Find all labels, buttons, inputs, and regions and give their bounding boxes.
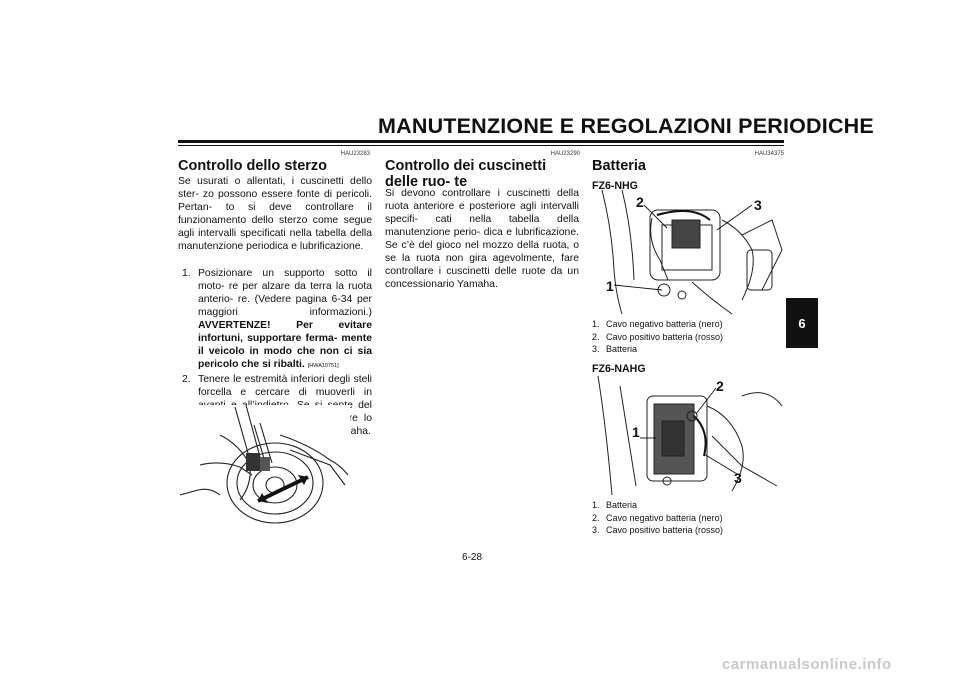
section-heading: Batteria <box>592 158 646 174</box>
figure-callout: 1 <box>632 424 640 440</box>
figure-callout: 1 <box>606 278 614 294</box>
list-item: 2. Cavo negativo batteria (nero) <box>592 512 723 523</box>
section-intro: Se usurati o allentati, i cuscinetti dello ster- zo possono essere fonte di pericoli. Pertan- to si deve controllare il funzionamento dello sterzo come segue agli intervalli specificati nella tabella della manutenzione periodica e lubrificazione. <box>178 176 372 252</box>
watermark-footer: carmanualsonline.info <box>722 656 892 673</box>
step-text: Posizionare un supporto sotto il moto- re per alzare da terra la ruota anterio- re. (Vedere pagina 6-34 per maggiori informazioni.) <box>198 268 372 318</box>
warning-code: [HWA10751] <box>307 363 339 369</box>
step-text: Tenere le estremità inferiori degli steli forcella e cercare di muoverli in avanti e all’indietro. Se si sente del gioco, fare controllare o riparare lo sterzo da un concessionario Yamaha. <box>198 374 372 437</box>
figure-model-label: FZ6-NAHG <box>592 363 646 375</box>
step-number: 1. <box>182 268 191 279</box>
list-item: 2. Cavo positivo batteria (rosso) <box>592 331 724 342</box>
figure-callout: 2 <box>716 378 724 394</box>
section-body: Si devono controllare i cuscinetti della ruota anteriore e posteriore agli intervalli specifi- cati nella tabella della manutenzione perio- dica e lubrificazione. Se c’è del gioco nel mozzo della ruota, o se la ruota non gira agevolmente, fare controllare i cuscinetti delle ruote da un concessionario Yamaha. <box>385 188 579 290</box>
list-item <box>178 267 372 373</box>
section-heading: Controllo dei cuscinetti delle ruo- te <box>385 158 547 190</box>
section-code: HAU23290 <box>550 151 580 157</box>
figure-legend <box>592 318 723 356</box>
page-number: 6-28 <box>462 552 483 563</box>
figure-legend <box>592 499 723 537</box>
section-code: HAU23283 <box>340 151 370 157</box>
section-code: HAU34375 <box>754 151 784 157</box>
header-rule-thin <box>178 145 784 146</box>
page-header-title: MANUTENZIONE E REGOLAZIONI PERIODICHE <box>378 114 874 138</box>
steering-check-illustration <box>180 405 350 525</box>
list-item: 3. Cavo positivo batteria (rosso) <box>592 525 724 535</box>
battery-figure-fz6-nahg <box>592 376 784 496</box>
warning-text: AVVERTENZE! Per evitare infortuni, supportare ferma- mente il veicolo in modo che non ci sia pericolo che si ribalti. <box>198 320 372 370</box>
list-item: 1. Cavo negativo batteria (nero) <box>592 319 723 329</box>
figure-model-label: FZ6-NHG <box>592 180 638 192</box>
list-item: 3. Batteria <box>592 344 638 354</box>
section-heading: Controllo dello sterzo <box>178 158 328 174</box>
header-rule-thick <box>178 140 784 143</box>
chapter-tab: 6 <box>786 298 818 348</box>
step-number: 2. <box>182 374 191 385</box>
figure-callout: 2 <box>636 194 644 210</box>
figure-callout: 3 <box>734 470 742 486</box>
list-item: 1. Batteria <box>592 500 638 510</box>
figure-callout: 3 <box>754 197 762 213</box>
